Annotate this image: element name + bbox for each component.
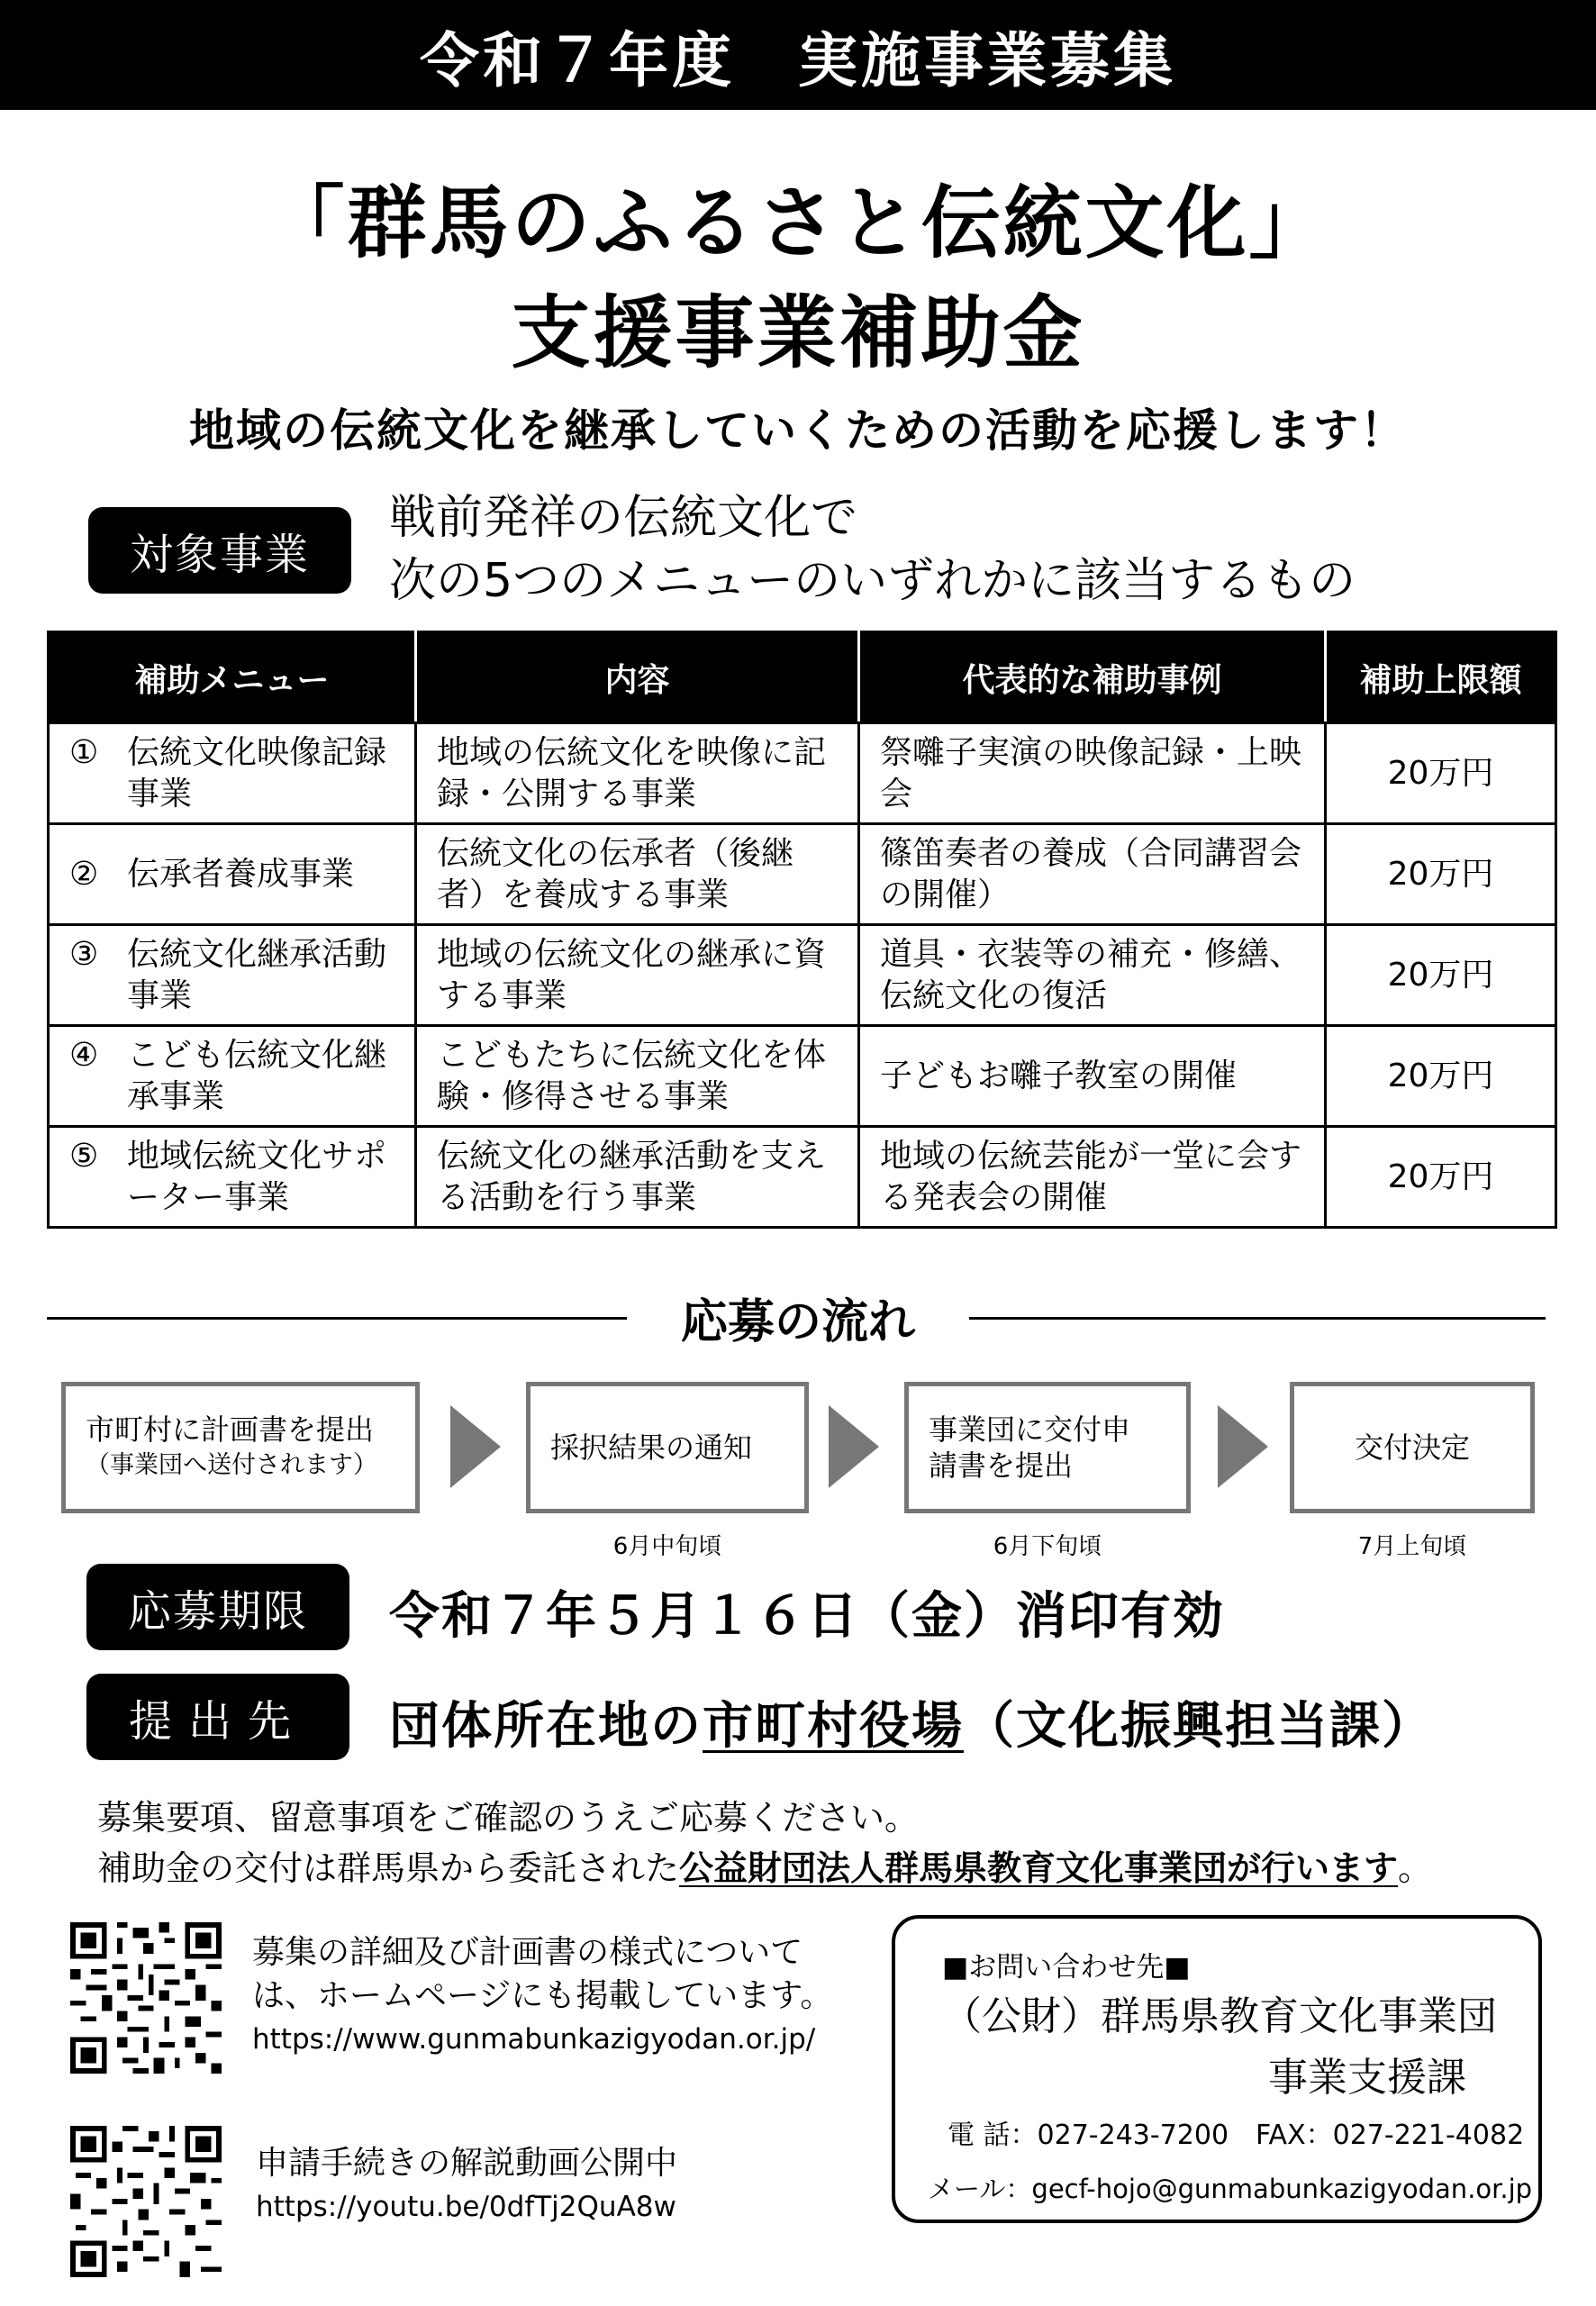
table-header-row [49, 632, 1556, 723]
menu-number: ① [69, 733, 99, 771]
homepage-line1: 募集の詳細及び計画書の様式について [252, 1934, 803, 1971]
menu-cell [49, 1026, 416, 1127]
video-info [256, 2142, 677, 2229]
flow-step-1 [61, 1382, 420, 1513]
header-content: 内容 [416, 632, 859, 723]
content-cell: 伝統文化の伝承者（後継者）を養成する事業 [416, 824, 859, 925]
homepage-url[interactable]: https://www.gunmabunkazigyodan.or.jp/ [252, 2023, 816, 2056]
table-row [49, 723, 1556, 824]
submit-prefix: 団体所在地の [389, 1697, 703, 1756]
contact-organization: （公財）群馬県教育文化事業団 [942, 1993, 1497, 2039]
flow-step-2-date: 6月中旬頃 [612, 1533, 722, 1560]
example-cell: 地域の伝統芸能が一堂に会する発表会の開催 [859, 1127, 1326, 1228]
subtitle: 地域の伝統文化を継承していくための活動を応援します！ [189, 404, 1407, 457]
menu-cell [49, 925, 416, 1026]
title-line2: 支援事業補助金 [511, 286, 1085, 379]
arrow-right-icon [829, 1405, 879, 1488]
menu-number: ② [69, 855, 99, 893]
flow-step-subtext: （事業団へ送付されます） [86, 1451, 377, 1479]
table-row [49, 925, 1556, 1026]
arrow-right-icon [1218, 1405, 1268, 1488]
target-line2: 次の5つのメニューのいずれかに該当するもの [389, 554, 1356, 608]
arrow-right-icon [450, 1405, 501, 1488]
homepage-line2: は、ホームページにも掲載しています。 [252, 1977, 833, 2014]
submit-suffix: （文化振興担当課） [964, 1697, 1434, 1756]
target-label-text: 対象事業 [129, 529, 310, 580]
target-label [88, 507, 351, 594]
flow-step-4-date: 7月上旬頃 [1357, 1533, 1467, 1560]
target-description [389, 486, 1356, 613]
menu-number: ③ [69, 935, 99, 973]
table-row [49, 824, 1556, 925]
submit-destination [389, 1686, 1434, 1758]
content-cell: こどもたちに伝統文化を体験・修得させる事業 [416, 1026, 859, 1127]
target-line1: 戦前発祥の伝統文化で [389, 491, 858, 545]
submit-place: 市町村役場 [703, 1697, 964, 1756]
submit-label [86, 1674, 349, 1760]
flow-title-text: 応募の流れ [650, 1295, 946, 1349]
banner-text: 令和７年度 実施事業募集 [420, 25, 1176, 95]
example-cell: 祭囃子実演の映像記録・上映会 [859, 723, 1326, 824]
menu-cell [49, 824, 416, 925]
limit-cell: 20万円 [1326, 1026, 1556, 1127]
menu-number: ④ [69, 1036, 99, 1074]
title-line1: 「群馬のふるさと伝統文化」 [265, 177, 1331, 269]
menu-number: ⑤ [69, 1137, 99, 1175]
deadline-label [86, 1564, 349, 1650]
flow-step-text: 交付決定 [1354, 1430, 1470, 1465]
menu-table [47, 631, 1557, 1229]
limit-cell: 20万円 [1326, 1127, 1556, 1228]
content-cell: 地域の伝統文化の継承に資する事業 [416, 925, 859, 1026]
notes-organization: 公益財団法人群馬県教育文化事業団が行います [679, 1848, 1399, 1888]
menu-cell [49, 723, 416, 824]
flow-step-2 [526, 1382, 809, 1513]
flow-step-3 [904, 1382, 1191, 1513]
contact-email[interactable]: メール：gecf-hojo@gunmabunkazigyodan.or.jp [928, 2174, 1533, 2204]
menu-name: 伝統文化映像記録事業 [127, 733, 387, 813]
contact-phone: 電 話：027-243-7200 FAX：027-221-4082 [948, 2120, 1525, 2151]
example-cell: 子どもお囃子教室の開催 [859, 1026, 1326, 1127]
flow-step-text: 採択結果の通知 [550, 1430, 753, 1465]
video-url[interactable]: https://youtu.be/0dfTj2QuA8w [256, 2191, 676, 2223]
limit-cell: 20万円 [1326, 723, 1556, 824]
content-cell: 地域の伝統文化を映像に記録・公開する事業 [416, 723, 859, 824]
video-line1: 申請手続きの解説動画公開中 [256, 2145, 678, 2182]
header-menu: 補助メニュー [49, 632, 416, 723]
table-row [49, 1026, 1556, 1127]
homepage-info [252, 1931, 832, 2061]
notes-line2 [97, 1843, 1432, 1893]
limit-cell: 20万円 [1326, 824, 1556, 925]
flow-step-text: 市町村に計画書を提出 [86, 1412, 375, 1447]
limit-cell: 20万円 [1326, 925, 1556, 1026]
flow-step-text: 事業団に交付申請書を提出 [929, 1412, 1131, 1483]
homepage-qr-code[interactable] [70, 1922, 222, 2074]
menu-name: こども伝統文化継承事業 [127, 1036, 387, 1115]
contact-heading: ■お問い合わせ先■ [942, 1951, 1191, 1984]
menu-cell [49, 1127, 416, 1228]
table-row [49, 1127, 1556, 1228]
submit-label-text: 提出先 [128, 1695, 307, 1747]
deadline-label-text: 応募期限 [127, 1585, 308, 1637]
notes [97, 1793, 1432, 1893]
menu-name: 伝統文化継承活動事業 [127, 935, 387, 1014]
contact-department: 事業支援課 [1268, 2055, 1466, 2101]
flow-step-4 [1290, 1382, 1535, 1513]
content-cell: 伝統文化の継承活動を支える活動を行う事業 [416, 1127, 859, 1228]
notes-line2-prefix: 補助金の交付は群馬県から委託された [97, 1848, 680, 1888]
flow-step-3-date: 6月下旬頃 [993, 1533, 1102, 1560]
header-example: 代表的な補助事例 [859, 632, 1326, 723]
header-banner [0, 0, 1596, 110]
menu-name: 地域伝統文化サポーター事業 [127, 1137, 387, 1216]
header-limit: 補助上限額 [1326, 632, 1556, 723]
video-qr-code[interactable] [70, 2126, 222, 2277]
menu-name: 伝承者養成事業 [127, 855, 355, 893]
example-cell: 道具・衣装等の補充・修繕、伝統文化の復活 [859, 925, 1326, 1026]
notes-line1: 募集要項、留意事項をご確認のうえご応募ください。 [97, 1798, 920, 1838]
notes-line2-suffix: 。 [1398, 1848, 1433, 1888]
deadline-value: 令和７年５月１６日（金）消印有効 [389, 1587, 1225, 1646]
flow-title [0, 1284, 1596, 1351]
example-cell: 篠笛奏者の養成（合同講習会の開催） [859, 824, 1326, 925]
